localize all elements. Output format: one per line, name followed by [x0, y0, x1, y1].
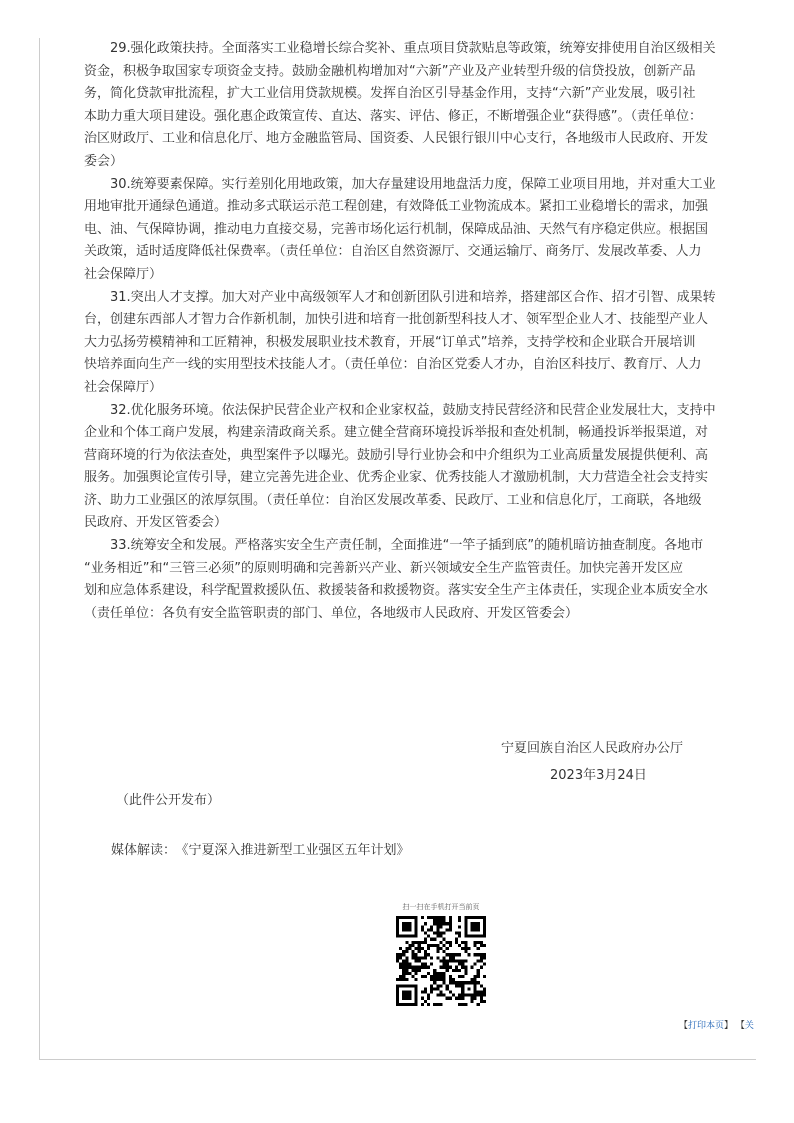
close-window-link[interactable]: 关 [744, 1021, 754, 1031]
bracket-open: 【 [679, 1021, 689, 1031]
article-line: 台，创建东西部人才智力合作新机制，加快引进和培育一批创新型科技人才、领军型企业人才、技能型产业人 [84, 312, 709, 328]
article-line: 32.优化服务环境。依法保护民营企业产权和企业家权益，鼓励支持民营经济和民营企业发展壮大，支持中 [110, 402, 716, 418]
article-line: （责任单位：各负有安全监管职责的部门、单位，各地级市人民政府、开发区管委会） [84, 605, 579, 621]
article-line: 务，简化贷款审批流程，扩大工业信用贷款规模。发挥自治区引导基金作用，支持“六新”产业发展，吸引社 [84, 86, 696, 102]
bracket-separator: 】 【 [724, 1021, 745, 1031]
print-page-link[interactable]: 打印本页 [688, 1021, 725, 1031]
article-line: 用地审批开通绿色通道。推动多式联运示范工程创建，有效降低工业物流成本。紧扣工业稳增长的需求，加强 [84, 199, 709, 215]
article-line: 民政府、开发区管委会） [84, 515, 228, 531]
media-interpretation-link[interactable]: 《宁夏深入推进新型工业强区五年计划》 [182, 843, 410, 858]
article-line: 快培养面向生产一线的实用型技术技能人才。（责任单位：自治区党委人才办，自治区科技厅、教育厅、人力 [84, 357, 702, 373]
article-line: 资金，积极争取国家专项资金支持。鼓励金融机构增加对“六新”产业及产业转型升级的信贷投放，创新产品 [84, 63, 696, 79]
article-line: 31.突出人才支撑。加大对产业中高级领军人才和创新团队引进和培养，搭建部区合作、招才引智、成果转 [110, 289, 716, 305]
article-line: 治区财政厅、工业和信息化厅、地方金融监管局、国资委、人民银行银川中心支行，各地级市人民政府、开发 [84, 131, 709, 147]
article-line: 30.统筹要素保障。实行差别化用地政策，加大存量建设用地盘活力度，保障工业项目用地，并对重大工业 [110, 176, 716, 192]
article-line: 33.统筹安全和发展。严格落实安全生产责任制，全面推进“一竿子插到底”的随机暗访抽查制度。各地市 [110, 538, 704, 554]
article-line: 社会保障厅） [84, 266, 163, 282]
article-line: 29.强化政策扶持。全面落实工业稳增长综合奖补、重点项目贷款贴息等政策，统筹安排使用自治区级相关 [110, 41, 716, 56]
article-line: 电、油、气保障协调，推动电力直接交易，完善市场化运行机制，保障成品油、天然气有序稳定供应。根据国 [84, 221, 709, 237]
qr-code-icon [396, 916, 486, 1006]
article-line: 委会） [84, 153, 124, 169]
article-line: 营商环境的行为依法查处，典型案件予以曝光。鼓励引导行业协会和中介组织为工业高质量发展提供便利、高 [84, 447, 709, 463]
article-line: 关政策，适时适度降低社保费率。（责任单位：自治区自然资源厅、交通运输厅、商务厅、发展改革委、人力 [84, 244, 702, 260]
article-line: 济、助力工业强区的浓厚氛围。（责任单位：自治区发展改革委、民政厅、工业和信息化厅，工商联，各地级 [84, 492, 702, 508]
article-line: 大力弘扬劳模精神和工匠精神，积极发展职业技术教育，开展“订单式”培养，支持学校和企业联合开展培训 [84, 334, 696, 350]
article-line: 服务。加强舆论宣传引导，建立完善先进企业、优秀企业家、优秀技能人才激励机制，大力营造全社会支持实 [84, 470, 709, 486]
media-interpretation [111, 839, 410, 858]
article-line: 划和应急体系建设，科学配置救援队伍、救援装备和救援物资。落实安全生产主体责任，实现企业本质安全水 [84, 583, 709, 599]
article-line: 本助力重大项目建设。强化惠企政策宣传、直达、落实、评估、修正，不断增强企业“获得感”。（责任单位： [84, 108, 702, 124]
media-label: 媒体解读： [111, 843, 177, 858]
qr-block [394, 902, 488, 1006]
article-body [84, 38, 756, 625]
article-line: 企业和个体工商户发展，构建亲清政商关系。建立健全营商环境投诉举报和查处机制，畅通投诉举报渠道，对 [84, 425, 709, 441]
article-line: 社会保障厅） [84, 379, 163, 395]
issuing-organization: 宁夏回族自治区人民政府办公厅 [501, 741, 684, 756]
content-frame [39, 38, 756, 1060]
page-actions [679, 1018, 754, 1031]
issue-date: 2023年3月24日 [550, 768, 647, 783]
article-line: “业务相近”和“三管三必须”的原则明确和完善新兴产业、新兴领域安全生产监管责任。加快完善开发区应 [84, 560, 683, 576]
qr-caption: 扫一扫在手机打开当前页 [402, 903, 480, 911]
public-release-note: （此件公开发布） [116, 793, 221, 808]
